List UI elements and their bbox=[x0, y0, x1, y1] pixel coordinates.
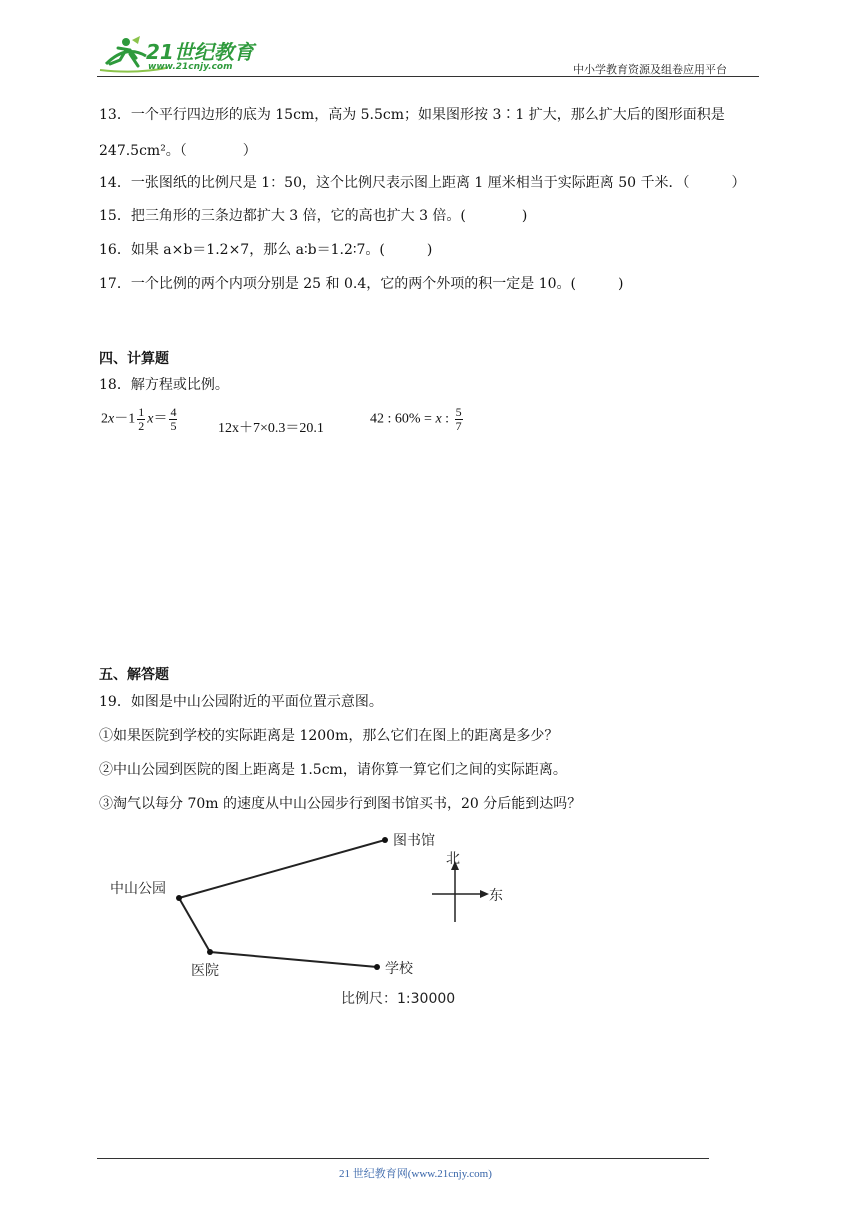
section-4-title: 四、计算题 bbox=[99, 351, 169, 367]
hospital-school-line bbox=[210, 952, 377, 967]
hospital-label: 医院 bbox=[191, 963, 219, 979]
question-16: 16．如果 a×b＝1.2×7，那么 a∶b＝1.2∶7。( ) bbox=[99, 242, 433, 258]
park-label: 中山公园 bbox=[110, 881, 166, 897]
east-label: 东 bbox=[489, 888, 503, 904]
equation-1: 2x－1 $\frac{1}{2}$ x＝ $\frac{4}{5}$ bbox=[101, 405, 177, 433]
school-point bbox=[374, 964, 380, 970]
header-platform-text: 中小学教育资源及组卷应用平台 bbox=[573, 63, 727, 76]
question-15: 15．把三角形的三条边都扩大 3 倍，它的高也扩大 3 倍。( ) bbox=[99, 208, 528, 224]
north-label: 北 bbox=[446, 851, 460, 867]
question-17: 17．一个比例的两个内项分别是 25 和 0.4，它的两个外项的积一定是 10。( ) bbox=[99, 276, 624, 292]
fraction-four-fifths: $\frac{4}{5}$ bbox=[170, 405, 177, 433]
library-point bbox=[382, 837, 388, 843]
footer-divider bbox=[97, 1158, 709, 1159]
question-13-line1: 13．一个平行四边形的底为 15cm，高为 5.5cm；如果图形按 3∶1 扩大，那么扩大后的图形面积是 bbox=[99, 107, 725, 123]
logo-main-text: 21世纪教育 bbox=[146, 40, 254, 64]
header-divider bbox=[97, 76, 759, 77]
question-18: 18．解方程或比例。 bbox=[99, 377, 229, 393]
footer-link[interactable]: 21 世纪教育网(www.21cnjy.com) bbox=[339, 1168, 492, 1180]
hospital-point bbox=[207, 949, 213, 955]
park-point bbox=[176, 895, 182, 901]
equation-2: 12x＋7×0.3＝20.1 bbox=[218, 421, 324, 436]
question-13-line2: 247.5cm²。（ ） bbox=[99, 143, 257, 159]
question-19-sub2: ②中山公园到医院的图上距离是 1.5cm，请你算一算它们之间的实际距离。 bbox=[99, 762, 567, 778]
site-logo bbox=[96, 34, 256, 76]
park-hospital-line bbox=[179, 898, 210, 952]
park-library-line bbox=[179, 840, 385, 898]
logo-url-text: www.21cnjy.com bbox=[148, 62, 233, 72]
equation-3: 42 : 60% = x : $\frac{5}{7}$ bbox=[370, 405, 462, 433]
question-19: 19．如图是中山公园附近的平面位置示意图。 bbox=[99, 694, 383, 710]
scale-label: 比例尺：1:30000 bbox=[341, 991, 456, 1007]
library-label: 图书馆 bbox=[393, 833, 435, 849]
question-19-sub1: ①如果医院到学校的实际距离是 1200m，那么它们在图上的距离是多少？ bbox=[99, 728, 559, 744]
compass-icon bbox=[432, 861, 489, 922]
section-5-title: 五、解答题 bbox=[99, 667, 169, 683]
fraction-five-sevenths: $\frac{5}{7}$ bbox=[455, 405, 462, 433]
location-map bbox=[100, 825, 520, 1015]
fraction-one-half: $\frac{1}{2}$ bbox=[138, 405, 145, 433]
question-19-sub3: ③淘气以每分 70m 的速度从中山公园步行到图书馆买书，20 分后能到达吗？ bbox=[99, 796, 582, 812]
question-14: 14．一张图纸的比例尺是 1：50，这个比例尺表示图上距离 1 厘米相当于实际距离 50 千米．（ ） bbox=[99, 175, 746, 191]
school-label: 学校 bbox=[385, 961, 413, 977]
